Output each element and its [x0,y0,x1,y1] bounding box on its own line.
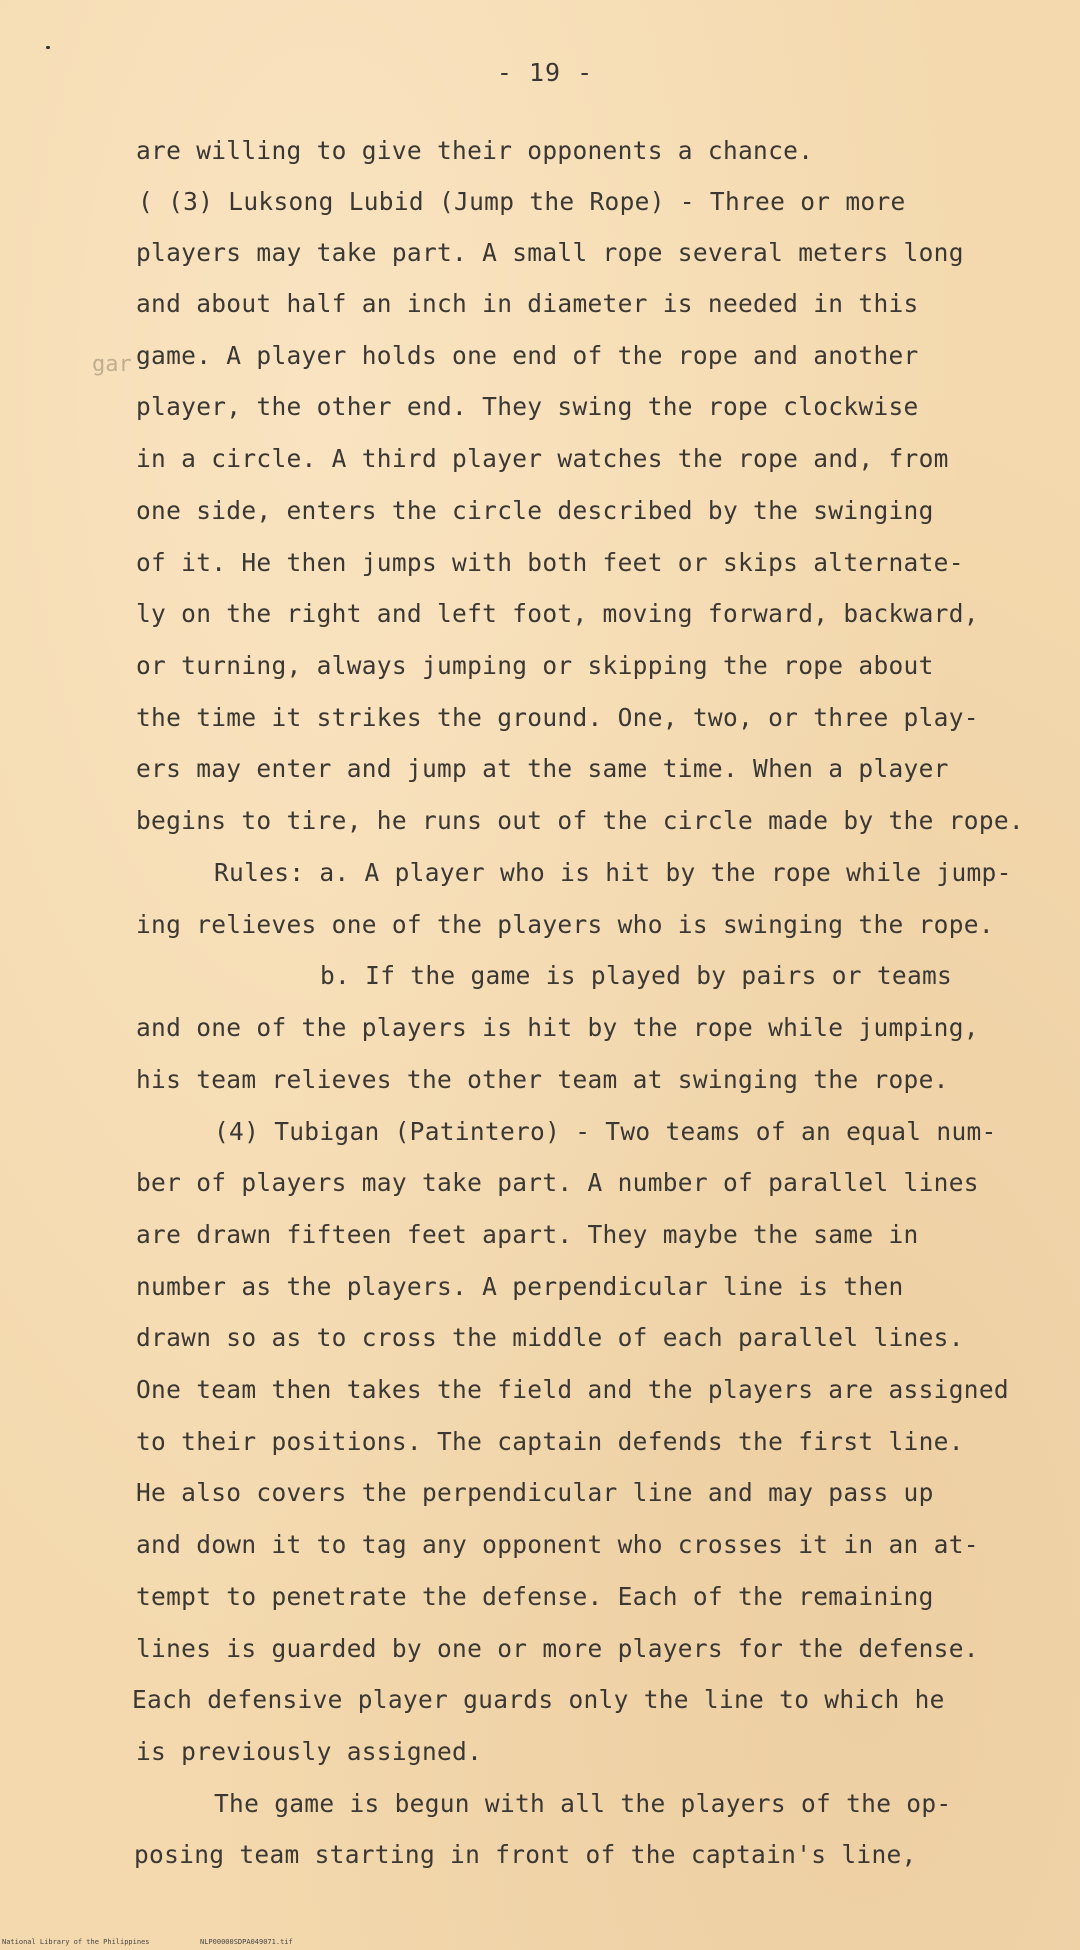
text-line: one side, enters the circle described by the swinging [136,496,934,525]
text-line: in a circle. A third player watches the rope and, from [136,444,949,473]
ink-speck [46,46,50,49]
text-line: ers may enter and jump at the same time. When a player [136,754,949,783]
text-line: or turning, always jumping or skipping the rope about [136,651,934,680]
footer-file-name: NLP00000SDPA049071.tif [200,1938,293,1946]
text-line: posing team starting in front of the captain's line, [134,1840,917,1869]
text-line: b. If the game is played by pairs or teams [320,961,953,990]
text-line: lines is guarded by one or more players for the defense. [136,1634,979,1663]
text-line: and one of the players is hit by the rope while jumping, [136,1013,979,1042]
text-line: player, the other end. They swing the rope clockwise [136,392,919,421]
text-line: He also covers the perpendicular line and may pass up [136,1478,934,1507]
text-line: (4) Tubigan (Patintero) - Two teams of an equal num- [214,1117,997,1146]
text-line: are willing to give their opponents a chance. [136,136,814,165]
text-line: the time it strikes the ground. One, two, or three play- [136,703,979,732]
text-line: tempt to penetrate the defense. Each of the remaining [136,1582,934,1611]
text-line: The game is begun with all the players of the op- [214,1789,952,1818]
text-line: begins to tire, he runs out of the circle made by the rope. [136,806,1024,835]
text-line: players may take part. A small rope several meters long [136,238,964,267]
footer-library-name: National Library of the Philippines [2,1938,150,1946]
text-line: ly on the right and left foot, moving forward, backward, [136,599,979,628]
text-line: and about half an inch in diameter is needed in this [136,289,919,318]
margin-note: gar [92,352,132,377]
text-line: his team relieves the other team at swinging the rope. [136,1065,949,1094]
text-line: Each defensive player guards only the line to which he [132,1685,945,1714]
text-line: One team then takes the field and the players are assigned [136,1375,1009,1404]
text-line: of it. He then jumps with both feet or skips alternate- [136,548,964,577]
text-line: Rules: a. A player who is hit by the rope while jump- [214,858,1012,887]
text-line: is previously assigned. [136,1737,483,1766]
text-line: to their positions. The captain defends the first line. [136,1427,964,1456]
text-line: ( (3) Luksong Lubid (Jump the Rope) - Three or more [138,187,906,216]
text-line: are drawn fifteen feet apart. They maybe the same in [136,1220,919,1249]
text-line: ing relieves one of the players who is swinging the rope. [136,910,994,939]
text-line: number as the players. A perpendicular line is then [136,1272,904,1301]
text-line: ber of players may take part. A number of parallel lines [136,1168,979,1197]
page-number: - 19 - [496,58,594,87]
text-line: drawn so as to cross the middle of each parallel lines. [136,1323,964,1352]
text-line: and down it to tag any opponent who crosses it in an at- [136,1530,979,1559]
text-line: game. A player holds one end of the rope and another [136,341,919,370]
